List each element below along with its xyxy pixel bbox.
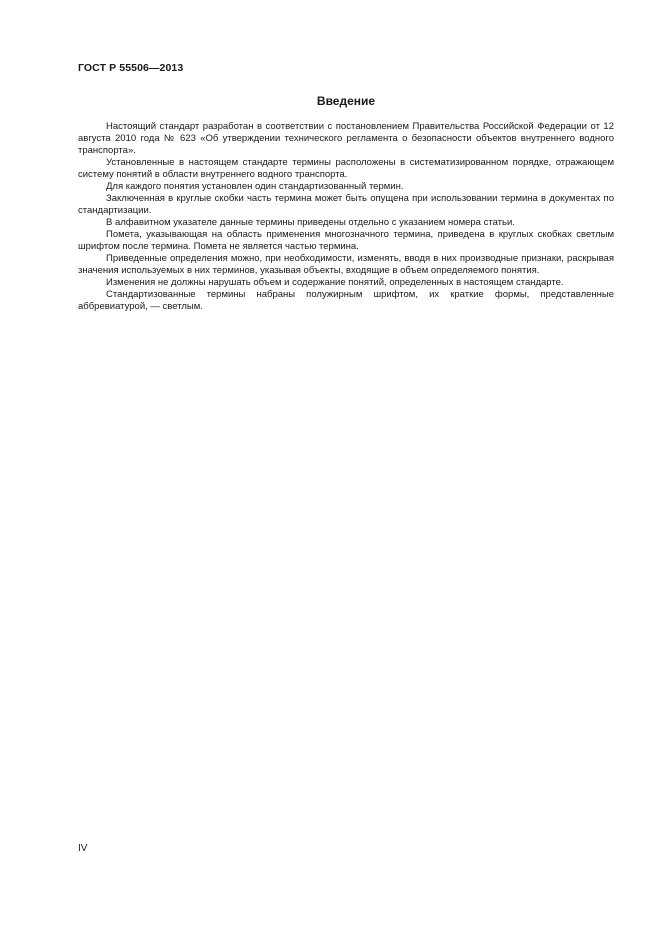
paragraph: Установленные в настоящем стандарте термины расположены в систематизированном порядке, отражающем систему понятий в области внутреннего водного транспорта.: [78, 157, 614, 180]
standard-code: ГОСТ Р 55506—2013: [78, 62, 184, 74]
paragraph: Для каждого понятия установлен один стандартизованный термин.: [106, 181, 404, 192]
paragraph: Приведенные определения можно, при необходимости, изменять, вводя в них производные признаки, раскрывая значения используемых в них терминов, указывая объекты, входящие в объем определяемого понятия.: [78, 253, 614, 276]
paragraph: Стандартизованные термины набраны полужирным шрифтом, их краткие формы, представленные аббревиатурой, — светлым.: [78, 289, 614, 312]
page-number: IV: [78, 843, 88, 854]
paragraph: Заключенная в круглые скобки часть термина может быть опущена при использовании термина в документах по стандартизации.: [78, 193, 614, 216]
paragraph: Помета, указывающая на область применения многозначного термина, приведена в круглых скобках светлым шрифтом после термина. Помета не является частью термина.: [78, 229, 614, 252]
paragraph: В алфавитном указателе данные термины приведены отдельно с указанием номера статьи.: [106, 217, 515, 228]
paragraph: Настоящий стандарт разработан в соответствии с постановлением Правительства Российской Федерации от 12 августа 2010 года № 623 «Об утверждении технического регламента о безопасности объектов внутреннего водного транспорта».: [78, 121, 614, 156]
introduction-body: [78, 121, 614, 313]
section-title: Введение: [316, 94, 376, 108]
paragraph: Изменения не должны нарушать объем и содержание понятий, определенных в настоящем стандарте.: [106, 277, 564, 288]
